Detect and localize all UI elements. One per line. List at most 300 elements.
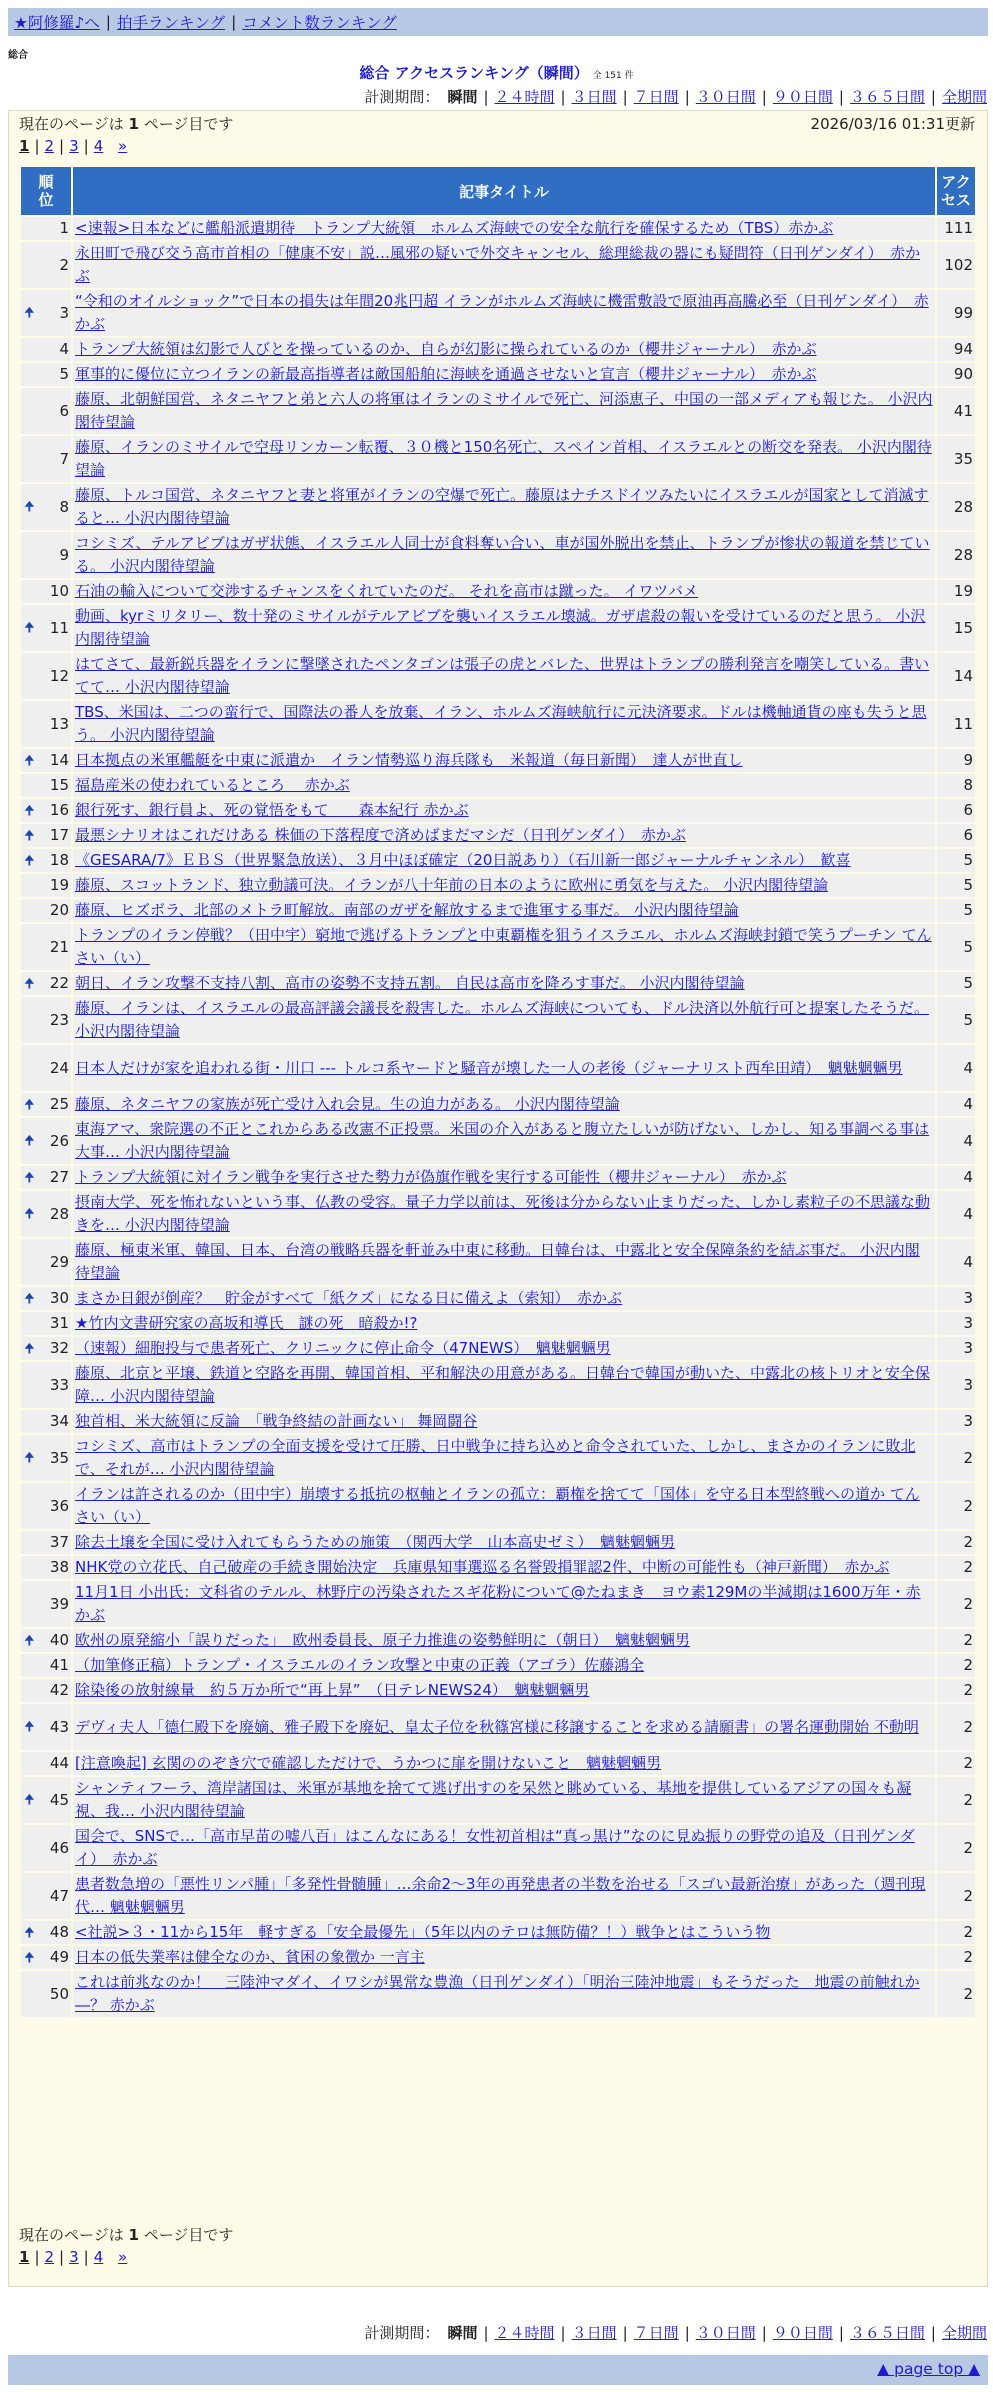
table-row	[21, 388, 975, 434]
rank-number: 22	[49, 974, 69, 992]
period-separator: |	[930, 87, 936, 106]
table-row	[21, 1556, 975, 1579]
rank-cell	[21, 874, 71, 897]
article-title-link[interactable]: イランは許されるのか（田中宇）崩壊する抵抗の枢軸とイランの孤立：覇権を捨てて「国体」を守る日本型終戦への道か てんさい（い）	[75, 1485, 920, 1526]
title-cell	[73, 532, 935, 578]
article-title-link[interactable]: 藤原、ネタニヤフの家族が死亡受け入れ会見。生の迫力がある。 小沢内閣待望論	[75, 1095, 620, 1113]
article-title-link[interactable]: コシミズ、テルアビブはガザ状態、イスラエル人同士が食料奪い合い、車が国外脱出を禁止、トランプが惨状の報道を禁じている。 小沢内閣待望論	[75, 534, 930, 575]
access-count: 2	[937, 1873, 975, 1919]
access-count: 28	[937, 532, 975, 578]
title-cell	[73, 874, 935, 897]
rank-cell	[21, 605, 71, 651]
table-row	[21, 774, 975, 797]
rank-up-arrow-icon: 🠉	[24, 499, 35, 515]
pager-page-link[interactable]: 2	[44, 2248, 55, 2266]
table-row	[21, 972, 975, 995]
asyura-home-link[interactable]: ★阿修羅♪へ	[14, 14, 100, 32]
title-cell	[73, 290, 935, 336]
rank-up-arrow-icon: 🠉	[24, 1341, 35, 1356]
article-title-link[interactable]: 11月1日 小出氏：文科省のテルル、林野庁の汚染されたスギ花粉について@たねまき ヨウ素129Mの半減期は1600万年・赤かぶ	[75, 1583, 921, 1624]
title-cell	[73, 1825, 935, 1871]
title-cell	[73, 824, 935, 847]
access-count: 2	[937, 1921, 975, 1944]
rank-up-arrow-icon: 🠉	[24, 1097, 35, 1112]
table-row	[21, 849, 975, 872]
rank-up-arrow-icon: 🠉	[24, 1450, 35, 1466]
rank-cell	[21, 1483, 71, 1529]
article-title-link[interactable]: 欧州の原発縮小「誤りだった」 欧州委員長、原子力推進の姿勢鮮明に（朝日） 魑魅魍魎男	[75, 1631, 691, 1649]
title-cell	[73, 997, 935, 1043]
table-row	[21, 1581, 975, 1627]
access-count: 15	[937, 605, 975, 651]
table-row	[21, 1825, 975, 1871]
access-count: 3	[937, 1410, 975, 1433]
rank-cell	[21, 1191, 71, 1237]
period-separator: |	[684, 2323, 690, 2342]
title-cell	[73, 484, 935, 530]
rank-number: 13	[49, 714, 69, 733]
rank-cell	[21, 924, 71, 970]
rank-number: 33	[49, 1375, 69, 1394]
rank-cell	[21, 1531, 71, 1554]
rank-number: 15	[49, 776, 69, 794]
access-count: 6	[937, 799, 975, 822]
rank-number: 18	[49, 851, 69, 869]
rank-number: 29	[49, 1252, 69, 1271]
applause-ranking-link[interactable]: 拍手ランキング	[117, 14, 226, 32]
title-cell	[73, 1337, 935, 1360]
rank-cell	[21, 580, 71, 603]
rank-number: 27	[49, 1168, 69, 1186]
period-option-link[interactable]: ７日間	[633, 88, 679, 106]
article-title-link[interactable]: 藤原、ヒズボラ、北部のメトラ町解放。南部のガザを解放するまで進軍する事だ。 小沢内閣待望論	[75, 901, 739, 919]
title-cell	[73, 749, 935, 772]
rank-cell	[21, 1752, 71, 1775]
nav-separator: |	[231, 13, 237, 31]
rank-number: 50	[49, 1984, 69, 2003]
article-title-link[interactable]: 藤原、スコットランド、独立動議可決。イランが八十年前の日本のように欧州に勇気を与えた。 小沢内閣待望論	[75, 876, 829, 894]
article-title-link[interactable]: （速報）細胞投与で患者死亡、クリニックに停止命令（47NEWS） 魑魅魍魎男	[75, 1339, 611, 1357]
article-title-link[interactable]: [注意喚起] 玄関ののぞき穴で確認しただけで、うかつに扉を開けないこと 魑魅魍魎男	[75, 1754, 662, 1772]
pager-page-link[interactable]: 4	[93, 2248, 104, 2266]
pager-page-link[interactable]: 3	[69, 137, 79, 155]
period-separator: |	[838, 2323, 844, 2342]
rank-up-arrow-icon: 🠉	[24, 976, 35, 991]
title-cell	[73, 1531, 935, 1554]
rank-number: 2	[59, 255, 69, 274]
article-title-link[interactable]: 日本の低失業率は健全なのか、貧困の象徴か 一言主	[75, 1948, 425, 1966]
col-title-header: 記事タイトル	[73, 167, 935, 215]
rank-cell	[21, 1581, 71, 1627]
article-title-link[interactable]: デヴィ夫人「德仁殿下を廃嫡、雅子殿下を廃妃、皇太子位を秋篠宮様に移譲することを求める請願書」の署名運動開始 不動明	[75, 1717, 919, 1736]
rank-cell	[21, 1629, 71, 1652]
table-row	[21, 1531, 975, 1554]
rank-number: 8	[59, 497, 69, 516]
article-title-link[interactable]: 石油の輸入について交渉するチャンスをくれていたのだ。 それを高市は蹴った。 イワツバメ	[75, 582, 699, 600]
rank-number: 3	[59, 303, 69, 322]
table-row	[21, 1287, 975, 1310]
rank-number: 41	[49, 1656, 69, 1674]
article-title-link[interactable]: はてさて、最新鋭兵器をイランに撃墜されたペンタゴンは張子の虎とバレた、世界はトランプの勝利発言を嘲笑している。書いてて… 小沢内閣待望論	[75, 655, 930, 696]
period-label: 計測期間：	[364, 88, 440, 106]
rank-cell	[21, 899, 71, 922]
title-cell	[73, 774, 935, 797]
table-row	[21, 242, 975, 288]
title-cell	[73, 799, 935, 822]
period-option-link[interactable]: ９０日間	[772, 2324, 833, 2342]
title-cell	[73, 1093, 935, 1116]
table-row	[21, 1654, 975, 1677]
rank-up-arrow-icon: 🠉	[24, 1291, 35, 1306]
rank-cell	[21, 1704, 71, 1750]
article-title-link[interactable]: 独首相、米大統領に反論 「戦争終結の計画ない」 舞岡闘谷	[75, 1412, 478, 1430]
title-cell	[73, 1191, 935, 1237]
article-title-link[interactable]: 藤原、イランは、イスラエルの最高評議会議長を殺害した。ホルムズ海峡についても、ドル決済以外航行可と提案したそうだ。 小沢内閣待望論	[75, 999, 929, 1040]
rank-cell	[21, 972, 71, 995]
table-row	[21, 1777, 975, 1823]
rank-number: 47	[49, 1886, 69, 1905]
article-title-link[interactable]: シャンティフーラ、湾岸諸国は、米軍が基地を捨てて逃げ出すのを呆然と眺めている、基地を提供しているアジアの国々も凝視、我… 小沢内閣待望論	[75, 1779, 912, 1820]
article-title-link[interactable]: これは前兆なのか！ 三陸沖マダイ、イワシが異常な豊漁（日刊ゲンダイ）「明治三陸沖地震」もそうだった 地震の前触れか―？ 赤かぶ	[75, 1973, 920, 2014]
access-count: 8	[937, 774, 975, 797]
access-count: 111	[937, 217, 975, 240]
article-title-link[interactable]: 藤原、北朝鮮国営、ネタニヤフと弟と六人の将軍はイランのミサイルで死亡、河添恵子、中国の一部メディアも報じた。 小沢内閣待望論	[75, 390, 933, 431]
table-row	[21, 1679, 975, 1702]
page-info-top	[19, 113, 233, 134]
rank-cell	[21, 1239, 71, 1285]
table-row	[21, 1337, 975, 1360]
table-row	[21, 1704, 975, 1750]
article-title-link[interactable]: 福島産米の使われているところ 赤かぶ	[75, 776, 350, 794]
table-row	[21, 701, 975, 747]
title-cell	[73, 436, 935, 482]
period-option-link[interactable]: ３６５日間	[849, 88, 925, 106]
period-current: 瞬間	[447, 2324, 478, 2342]
title-cell	[73, 1045, 935, 1091]
table-row	[21, 1435, 975, 1481]
rank-cell	[21, 1873, 71, 1919]
rank-number: 37	[49, 1533, 69, 1551]
title-cell	[73, 1410, 935, 1433]
rank-cell	[21, 363, 71, 386]
period-separator: |	[560, 87, 566, 106]
rank-cell	[21, 1556, 71, 1579]
rank-number: 39	[49, 1594, 69, 1613]
table-row	[21, 824, 975, 847]
article-title-link[interactable]: 最悪シナリオはこれだけある 株価の下落程度で済めばまだマシだ（日刊ゲンダイ） 赤かぶ	[75, 826, 686, 844]
title-cell	[73, 1581, 935, 1627]
table-row	[21, 874, 975, 897]
rank-up-arrow-icon: 🠉	[24, 1950, 35, 1965]
rank-number: 17	[49, 826, 69, 844]
period-separator: |	[560, 2323, 566, 2342]
access-count: 2	[937, 1556, 975, 1579]
article-title-link[interactable]: “令和のオイルショック”で日本の損失は年間20兆円超 イランがホルムズ海峡に機雷敷設で原油再高騰必至（日刊ゲンダイ） 赤かぶ	[75, 292, 929, 333]
article-title-link[interactable]: 永田町で飛び交う高市首相の「健康不安」説…風邪の疑いで外交キャンセル、総理総裁の器にも疑問符（日刊ゲンダイ） 赤かぶ	[75, 244, 921, 285]
rank-number: 31	[49, 1314, 69, 1332]
article-title-link[interactable]: 軍事的に優位に立つイランの新最高指導者は敵国船舶に海峡を通過させないと宣言（櫻井ジャーナル） 赤かぶ	[75, 365, 817, 383]
period-option-link[interactable]: ７日間	[633, 2324, 679, 2342]
access-count: 3	[937, 1362, 975, 1408]
rank-number: 10	[49, 582, 69, 600]
rank-up-arrow-icon: 🠉	[24, 1633, 35, 1648]
rank-cell	[21, 1166, 71, 1189]
access-count: 4	[937, 1239, 975, 1285]
access-count: 28	[937, 484, 975, 530]
page-info-bottom	[19, 2224, 233, 2245]
access-count: 4	[937, 1166, 975, 1189]
period-option-link[interactable]: ３６５日間	[849, 2324, 925, 2342]
title-cell	[73, 1704, 935, 1750]
article-title-link[interactable]: トランプ大統領は幻影で人びとを操っているのか、自らが幻影に操られているのか（櫻井ジャーナル） 赤かぶ	[75, 340, 817, 358]
rank-number: 16	[49, 801, 69, 819]
rank-cell	[21, 1679, 71, 1702]
page-info-prefix: 現在のページは	[19, 115, 124, 133]
rank-number: 19	[49, 876, 69, 894]
article-title-link[interactable]: トランプのイラン停戦？（田中宇）窮地で逃げるトランプと中東覇権を狙うイスラエル、ホルムズ海峡封鎖で笑うプーチン てんさい（い）	[75, 926, 932, 967]
access-count: 3	[937, 1287, 975, 1310]
title-cell	[73, 605, 935, 651]
title-cell	[73, 1166, 935, 1189]
article-title-link[interactable]: 日本人だけが家を追われる街・川口 --- トルコ系ヤードと騒音が壊した一人の老後（ジャーナリスト西牟田靖） 魑魅魍魎男	[75, 1058, 903, 1077]
period-option-link[interactable]: ３日間	[571, 2324, 617, 2342]
pager-current-page: 1	[19, 2248, 30, 2266]
period-selector-top	[364, 86, 987, 107]
rank-number: 26	[49, 1131, 69, 1150]
table-row	[21, 1946, 975, 1969]
article-title-link[interactable]: 国会で、SNSで…「高市早苗の嘘八百」はこんなにある！女性初首相は“真っ黒け”なのに見ぬ振りの野党の追及（日刊ゲンダイ） 赤かぶ	[75, 1827, 915, 1868]
access-count: 4	[937, 1093, 975, 1116]
article-title-link[interactable]: 《GESARA/7》ＥＢＳ（世界緊急放送）、３月中ほぼ確定（20日説あり）（石川新一郎ジャーナルチャンネル） 歓喜	[75, 851, 851, 869]
title-cell	[73, 1435, 935, 1481]
rank-cell	[21, 1045, 71, 1091]
rank-number: 25	[49, 1095, 69, 1113]
access-count: 102	[937, 242, 975, 288]
pager-page-link[interactable]: 3	[69, 2248, 79, 2266]
article-title-link[interactable]: 動画、kyrミリタリー、数十発のミサイルがテルアビブを襲いイスラエル壊滅。ガザ虐殺の報いを受けているのだと思う。 小沢内閣待望論	[75, 607, 926, 648]
article-title-link[interactable]: 除染後の放射線量 約５万か所で“再上昇” （日テレNEWS24） 魑魅魍魎男	[75, 1681, 590, 1699]
rank-cell	[21, 484, 71, 530]
access-count: 2	[937, 1679, 975, 1702]
access-count: 4	[937, 1045, 975, 1091]
period-separator: |	[622, 2323, 628, 2342]
title-cell	[73, 1239, 935, 1285]
table-row	[21, 363, 975, 386]
rank-up-arrow-icon: 🠉	[24, 853, 35, 868]
table-row	[21, 1191, 975, 1237]
pager-next-link[interactable]: »	[118, 137, 128, 155]
title-cell	[73, 1971, 935, 2017]
comment-ranking-link[interactable]: コメント数ランキング	[242, 14, 397, 32]
page-info-prefix: 現在のページは	[19, 2226, 124, 2244]
article-title-link[interactable]: トランプ大統領に対イラン戦争を実行させた勢力が偽旗作戦を実行する可能性（櫻井ジャーナル） 赤かぶ	[75, 1168, 787, 1186]
rank-number: 6	[59, 401, 69, 420]
table-row	[21, 899, 975, 922]
article-title-link[interactable]: TBS、米国は、二つの蛮行で、国際法の番人を放棄、イラン、ホルムズ海峡航行に元決済要求。ドルは機軸通貨の座も失うと思う。 小沢内閣待望論	[75, 703, 927, 744]
title-cell	[73, 924, 935, 970]
table-row	[21, 997, 975, 1043]
title-cell	[73, 1362, 935, 1408]
article-title-link[interactable]: 東海アマ、衆院選の不正とこれからある改憲不正投票。米国の介入があると腹立たしいが防げない、しかし、知る事調べる事は大事… 小沢内閣待望論	[75, 1120, 930, 1161]
rank-number: 48	[49, 1923, 69, 1941]
title-cell	[73, 1312, 935, 1335]
table-row	[21, 605, 975, 651]
table-row	[21, 338, 975, 361]
rank-cell	[21, 774, 71, 797]
article-title-link[interactable]: NHK党の立花氏、自己破産の手続き開始決定 兵庫県知事選巡る名誉毀損罪認2件、中断の可能性も（神戸新聞） 赤かぶ	[75, 1558, 890, 1576]
rank-cell	[21, 1825, 71, 1871]
table-row	[21, 1118, 975, 1164]
access-count: 5	[937, 924, 975, 970]
article-title-link[interactable]: 日本拠点の米軍艦艇を中東に派遣か イラン情勢巡り海兵隊も 米報道（毎日新聞） 達人が世直し	[75, 751, 743, 769]
title-cell	[73, 338, 935, 361]
rank-cell	[21, 1337, 71, 1360]
pager-page-link[interactable]: 2	[44, 137, 55, 155]
period-option-link[interactable]: ２４時間	[494, 88, 555, 106]
updated-timestamp: 2026/03/16 01:31更新	[810, 115, 975, 133]
section-label: 総合	[8, 50, 28, 61]
title-cell	[73, 899, 935, 922]
table-row	[21, 1410, 975, 1433]
access-count: 5	[937, 899, 975, 922]
access-count: 5	[937, 874, 975, 897]
table-row	[21, 1045, 975, 1091]
col-access-label: アクセス	[940, 173, 971, 209]
pager-separator: |	[59, 137, 65, 155]
access-count: 4	[937, 1191, 975, 1237]
pager-page-link[interactable]: 4	[93, 137, 104, 155]
article-title-link[interactable]: （加筆修正稿）トランプ・イスラエルのイラン攻撃と中東の正義（アゴラ）佐藤鴻全	[75, 1656, 645, 1674]
ranking-rows	[21, 217, 975, 2017]
rank-number: 5	[59, 365, 69, 383]
rank-up-arrow-icon: 🠉	[24, 1170, 35, 1185]
rank-up-arrow-icon: 🠉	[24, 753, 35, 768]
rank-number: 11	[49, 618, 69, 637]
article-title-link[interactable]: 銀行死す、銀行員よ、死の覚悟をもて 森本紀行 赤かぶ	[75, 801, 469, 819]
access-count: 99	[937, 290, 975, 336]
rank-cell	[21, 242, 71, 288]
page-title	[0, 62, 993, 83]
rank-up-arrow-icon: 🠉	[24, 1792, 35, 1808]
period-option-link[interactable]: ３０日間	[695, 88, 756, 106]
article-title-link[interactable]: 藤原、トルコ国営、ネタニヤフと妻と将軍がイランの空爆で死亡。藤原はナチスドイツみたいにイスラエルが国家として消滅すると… 小沢内閣待望論	[75, 486, 929, 527]
article-title-link[interactable]: 患者数急増の「悪性リンパ腫」「多発性骨髄腫」…余命2～3年の再発患者の半数を治せる「スゴい最新治療」があった（週刊現代… 魑魅魍魎男	[75, 1875, 926, 1916]
period-option-link[interactable]: ９０日間	[772, 88, 833, 106]
rank-number: 36	[49, 1496, 69, 1515]
rank-number: 46	[49, 1838, 69, 1857]
period-option-link[interactable]: 全期間	[941, 88, 987, 106]
title-cell	[73, 580, 935, 603]
period-separator: |	[684, 87, 690, 106]
table-row	[21, 532, 975, 578]
access-count: 3	[937, 1337, 975, 1360]
access-count: 11	[937, 701, 975, 747]
table-row	[21, 1483, 975, 1529]
period-option-link[interactable]: ２４時間	[494, 2324, 555, 2342]
article-title-link[interactable]: 朝日、イラン攻撃不支持八割、高市の姿勢不支持五割。 自民は高市を降ろす事だ。 小沢内閣待望論	[75, 974, 745, 992]
top-nav-bar	[8, 8, 988, 36]
access-count: 19	[937, 580, 975, 603]
title-cell	[73, 217, 935, 240]
ranking-table	[19, 165, 977, 2019]
pager-spacer	[108, 137, 113, 155]
rank-number: 24	[49, 1058, 69, 1077]
rank-cell	[21, 436, 71, 482]
rank-up-arrow-icon: 🠉	[24, 305, 35, 321]
article-title-link[interactable]: コシミズ、高市はトランプの全面支援を受けて圧勝、日中戦争に持ち込めと命令されていた、しかし、まさかのイランに敗北で、それが… 小沢内閣待望論	[75, 1437, 916, 1478]
table-row	[21, 653, 975, 699]
period-option-link[interactable]: ３日間	[571, 88, 617, 106]
rank-cell	[21, 532, 71, 578]
table-row	[21, 1971, 975, 2017]
article-title-link[interactable]: <速報>日本などに艦船派遣期待 トランプ大統領 ホルムズ海峡での安全な航行を確保するため（TBS）赤かぶ	[75, 219, 834, 237]
pager-separator: |	[34, 137, 40, 155]
access-count: 6	[937, 824, 975, 847]
rank-cell	[21, 1777, 71, 1823]
table-row	[21, 1093, 975, 1116]
article-title-link[interactable]: <社説>３・11から15年 軽すぎる「安全最優先」（5年以内のテロは無防備？！）戦争とはこういう物	[75, 1923, 771, 1941]
access-count: 41	[937, 388, 975, 434]
pager-separator: |	[59, 2248, 65, 2266]
ranking-panel	[8, 110, 988, 2287]
article-title-link[interactable]: 摂南大学、死を怖れないという事、仏教の受容。量子力学以前は、死後は分からない止まりだった、しかし素粒子の不思議な動きを… 小沢内閣待望論	[75, 1193, 931, 1234]
rank-number: 38	[49, 1558, 69, 1576]
article-title-link[interactable]: 藤原、北京と平壌、鉄道と空路を再開、韓国首相、平和解決の用意がある。日韓台で韓国が動いた、中露北の核トリオと安全保障… 小沢内閣待望論	[75, 1364, 930, 1405]
rank-cell	[21, 1287, 71, 1310]
period-option-link[interactable]: ３０日間	[695, 2324, 756, 2342]
access-count: 3	[937, 1312, 975, 1335]
access-count: 35	[937, 436, 975, 482]
access-count: 2	[937, 1752, 975, 1775]
page-info-suffix: ページ目です	[143, 2226, 234, 2244]
pager-spacer	[108, 2248, 113, 2266]
rank-cell	[21, 1312, 71, 1335]
period-option-link[interactable]: 全期間	[941, 2324, 987, 2342]
rank-cell	[21, 1118, 71, 1164]
rank-number: 7	[59, 449, 69, 468]
rank-number: 9	[59, 545, 69, 564]
article-title-link[interactable]: 除去土壌を全国に受け入れてもらうための施策 （関西大学 山本高史ゼミ） 魑魅魍魎男	[75, 1533, 676, 1551]
title-cell	[73, 1946, 935, 1969]
rank-number: 43	[49, 1717, 69, 1736]
table-row	[21, 1752, 975, 1775]
period-separator: |	[483, 87, 489, 106]
article-title-link[interactable]: ★竹内文書研究家の高坂和導氏 謎の死 暗殺か!?	[75, 1314, 418, 1332]
col-rank-label: 順位	[38, 173, 54, 209]
table-row	[21, 1873, 975, 1919]
title-cell	[73, 1483, 935, 1529]
access-count: 2	[937, 1435, 975, 1481]
rank-cell	[21, 217, 71, 240]
rank-up-arrow-icon: 🠉	[24, 1133, 35, 1149]
table-row	[21, 924, 975, 970]
title-cell	[73, 1873, 935, 1919]
table-row	[21, 290, 975, 336]
pager-separator: |	[83, 2248, 89, 2266]
access-count: 2	[937, 1483, 975, 1529]
article-title-link[interactable]: 藤原、イランのミサイルで空母リンカーン転覆、３０機と150名死亡、スペイン首相、イスラエルとの断交を発表。 小沢内閣待望論	[75, 438, 932, 479]
pager-next-link[interactable]: »	[118, 2248, 128, 2266]
article-title-link[interactable]: 藤原、極東米軍、韓国、日本、台湾の戦略兵器を軒並み中東に移動。日韓台は、中露北と安全保障条約を結ぶ事だ。 小沢内閣待望論	[75, 1241, 920, 1282]
table-row	[21, 1921, 975, 1944]
rank-cell	[21, 849, 71, 872]
article-title-link[interactable]: まさか日銀が倒産？ 貯金がすべて「紙クズ」になる日に備えよ（索知） 赤かぶ	[75, 1289, 623, 1307]
title-cell	[73, 653, 935, 699]
rank-number: 14	[49, 751, 69, 769]
rank-up-arrow-icon: 🠉	[24, 803, 35, 818]
page-top-link[interactable]: ▲ page top ▲	[877, 2360, 980, 2378]
period-separator: |	[838, 87, 844, 106]
